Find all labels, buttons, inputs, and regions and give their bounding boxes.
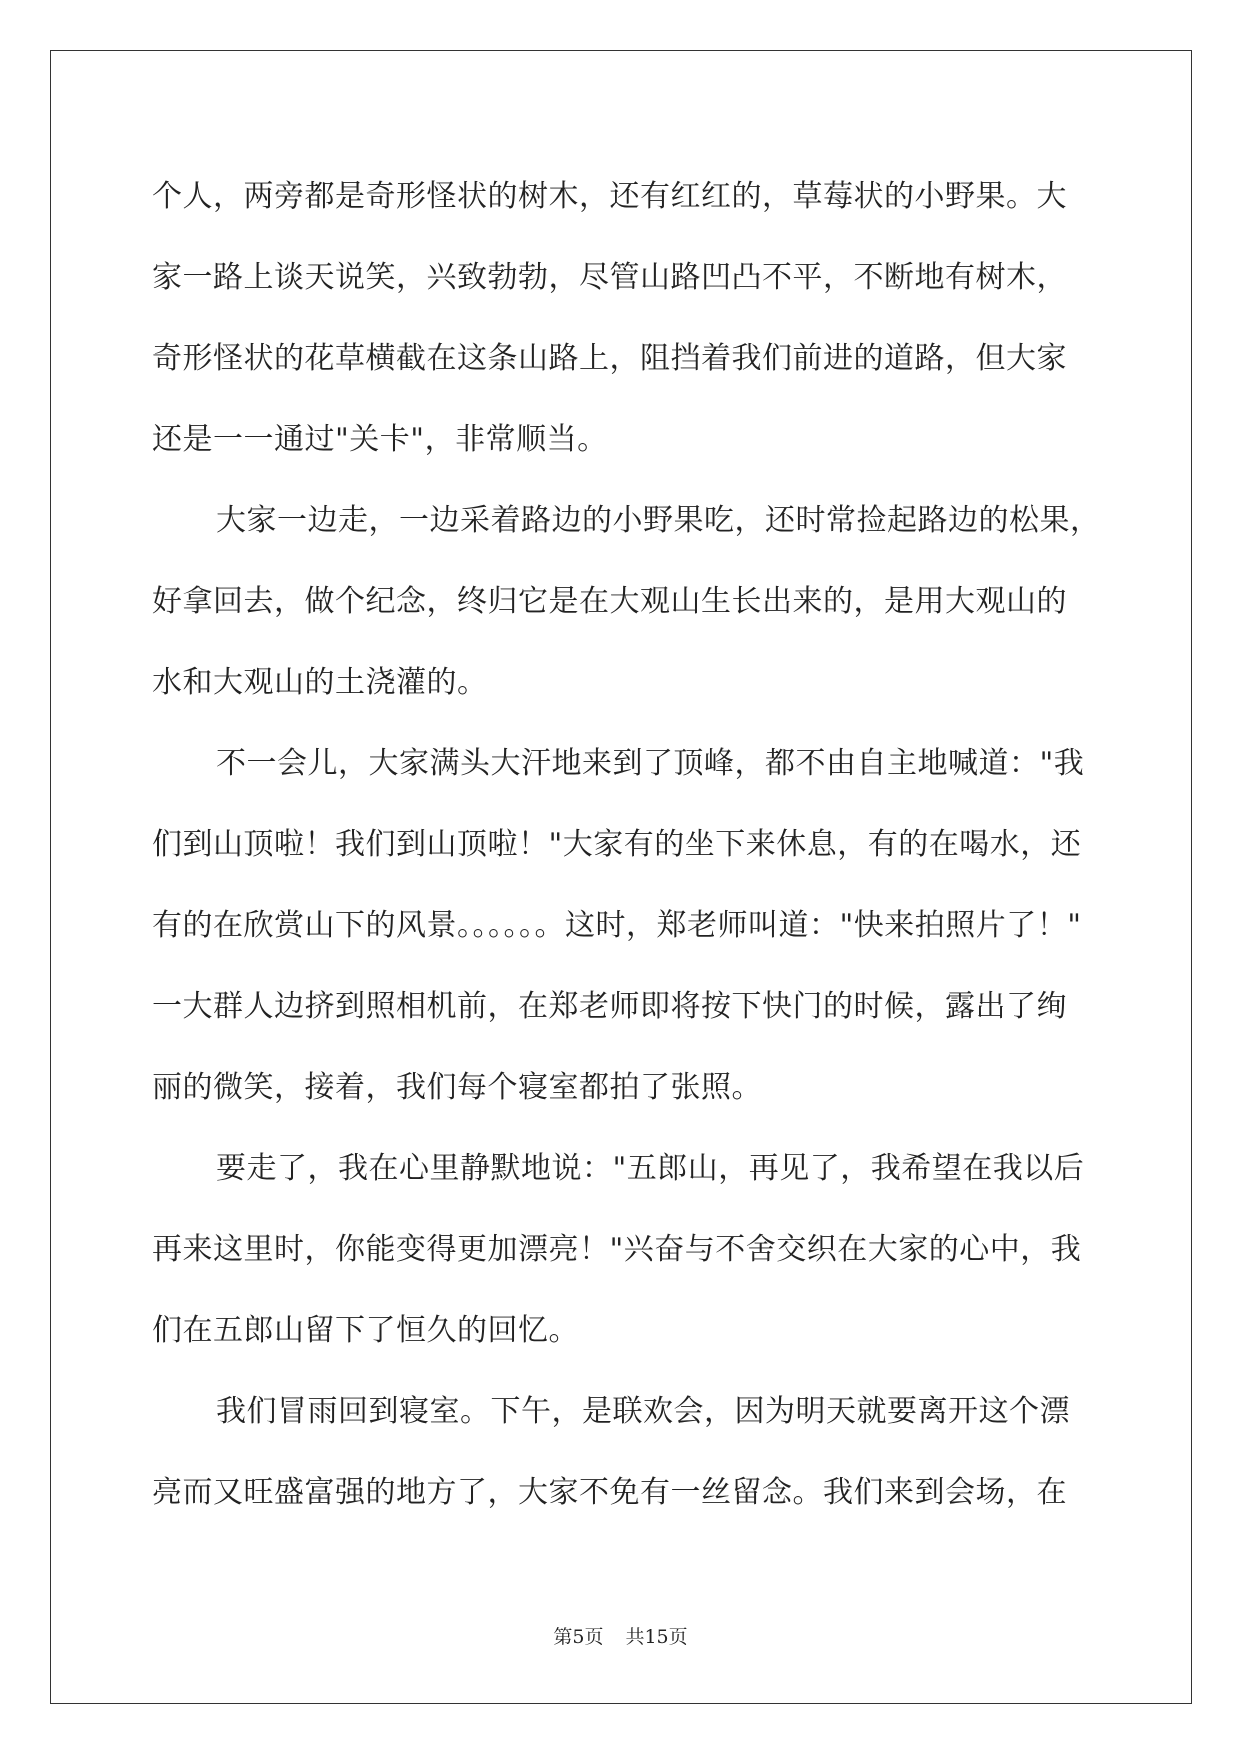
text-line-10: 有的在欣赏山下的风景。。。。。。这时，郑老师叫道："快来拍照片了！" bbox=[152, 908, 1082, 943]
document-body bbox=[152, 156, 1101, 1533]
text-line-15: 们在五郎山留下了恒久的回忆。 bbox=[152, 1313, 579, 1348]
text-line-5: 大家一边走，一边采着路边的小野果吃，还时常捡起路边的松果， bbox=[216, 503, 1101, 538]
text-line-8: 不一会儿，大家满头大汗地来到了顶峰，都不由自主地喊道："我 bbox=[216, 746, 1085, 781]
text-line-4: 还是一一通过"关卡"，非常顺当。 bbox=[152, 422, 608, 457]
page-number-total: 共15页 bbox=[625, 1626, 688, 1648]
text-line-7: 水和大观山的土浇灌的。 bbox=[152, 665, 488, 700]
page-number-current: 第5页 bbox=[553, 1626, 604, 1648]
text-line-16: 我们冒雨回到寝室。下午，是联欢会，因为明天就要离开这个漂 bbox=[216, 1394, 1070, 1429]
text-line-11: 一大群人边挤到照相机前，在郑老师即将按下快门的时候，露出了绚 bbox=[152, 989, 1067, 1024]
text-line-17: 亮而又旺盛富强的地方了，大家不免有一丝留念。我们来到会场，在 bbox=[152, 1475, 1067, 1510]
text-line-2: 家一路上谈天说笑，兴致勃勃，尽管山路凹凸不平，不断地有树木， bbox=[152, 260, 1067, 295]
page-footer bbox=[0, 1622, 1241, 1649]
text-line-12: 丽的微笑，接着，我们每个寝室都拍了张照。 bbox=[152, 1070, 762, 1105]
text-line-3: 奇形怪状的花草横截在这条山路上，阻挡着我们前进的道路，但大家 bbox=[152, 341, 1067, 376]
text-line-1: 个人，两旁都是奇形怪状的树木，还有红红的，草莓状的小野果。大 bbox=[152, 179, 1067, 214]
text-line-14: 再来这里时，你能变得更加漂亮！"兴奋与不舍交织在大家的心中，我 bbox=[152, 1232, 1082, 1267]
text-line-9: 们到山顶啦！我们到山顶啦！"大家有的坐下来休息，有的在喝水，还 bbox=[152, 827, 1082, 862]
text-line-6: 好拿回去，做个纪念，终归它是在大观山生长出来的，是用大观山的 bbox=[152, 584, 1067, 619]
text-line-13: 要走了，我在心里静默地说："五郎山，再见了，我希望在我以后 bbox=[216, 1151, 1085, 1186]
